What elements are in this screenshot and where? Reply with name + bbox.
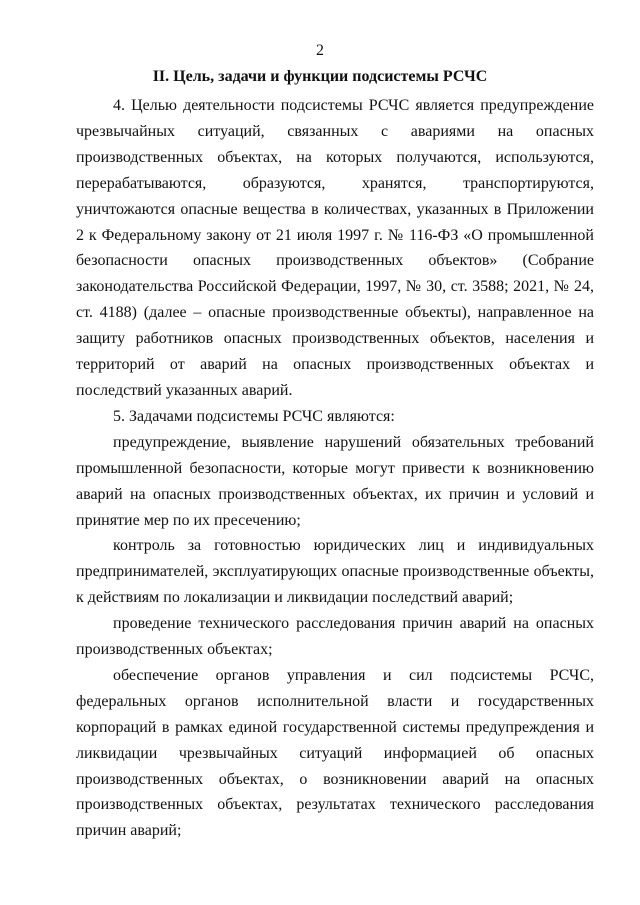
paragraph-goal: 4. Целью деятельности подсистемы РСЧС является предупреждение чрезвычайных ситуаций, связанных с авариями на опасных производственных объектах, на которых получаются, используются, перерабатываются, образуются, хранятся, транспортируются, уничтожаются опасные вещества в количествах, указанных в Приложении 2 к Федеральному закону от 21 июля 1997 г. № 116-ФЗ «О промышленной безопасности опасных производственных объектов» (Собрание законодательства Российской Федерации, 1997, № 30, ст. 3588; 2021, № 24, ст. 4188) (далее – опасные производственные объекты), направленное на защиту работников опасных производственных объектов, населения и территорий от аварий на опасных производственных объектах и последствий указанных аварий. [76,97,594,399]
paragraph-tasks-intro: 5. Задачами подсистемы РСЧС являются: [113,407,395,425]
page-number: 2 [316,42,324,59]
section-heading: II. Цель, задачи и функции подсистемы РСЧС [152,68,488,85]
paragraph-task-investigation: проведение технического расследования причин аварий на опасных производственных объектах; [76,615,594,659]
document-body [76,93,594,844]
paragraph-task-prevention: предупреждение, выявление нарушений обязательных требований промышленной безопасности, которые могут привести к возникновению аварий на опасных производственных объектах, их причин и условий и принятие мер по их пресечению; [76,433,594,529]
paragraph-task-information: обеспечение органов управления и сил подсистемы РСЧС, федеральных органов исполнительной власти и государственных корпораций в рамках единой государственной системы предупреждения и ликвидации чрезвычайных ситуаций информацией об опасных производственных объектах, о возникновении аварий на опасных производственных объектах, результатах технического расследования причин аварий; [76,666,594,840]
paragraph-task-control: контроль за готовностью юридических лиц и индивидуальных предпринимателей, эксплуатирующих опасные производственные объекты, к действиям по локализации и ликвидации последствий аварий; [76,537,594,607]
